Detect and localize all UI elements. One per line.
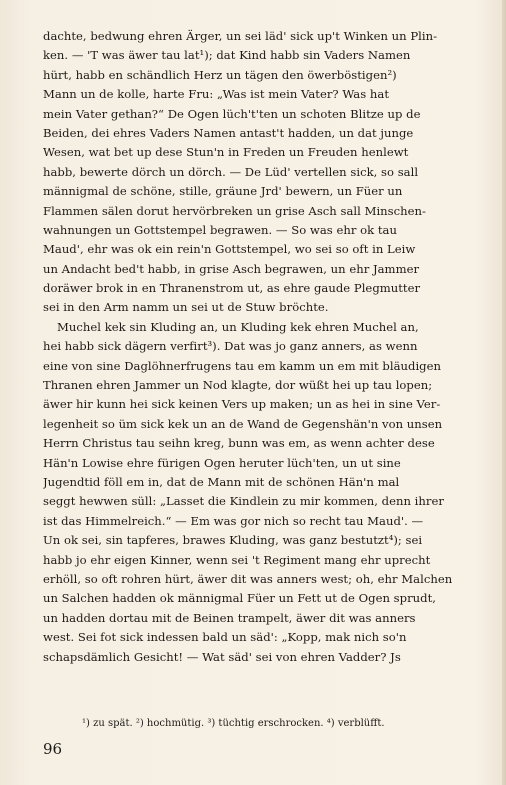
- text-line: west. Sei fot sick indessen bald un säd': „Kopp, mak nich so'n: [43, 630, 407, 645]
- text-line: sei in den Arm namm un sei ut de Stuw bröchte.: [43, 300, 329, 315]
- text-line: ist das Himmelreich.“ — Em was gor nich so recht tau Maud'. —: [43, 513, 424, 528]
- body-text: [43, 27, 493, 667]
- text-line: männigmal de schöne, stille, gräune Jrd' bewern, un Füer un: [43, 184, 403, 199]
- text-line: eine von sine Daglöhnerfrugens tau em kamm un em mit bläudigen: [43, 358, 441, 373]
- text-line: un hadden dortau mit de Beinen trampelt, äwer dit was anners: [43, 610, 416, 625]
- text-line: ken. — 'T was äwer tau lat¹); dat Kind habb sin Vaders Namen: [43, 48, 411, 63]
- text-line: wahnungen un Gottstempel begrawen. — So was ehr ok tau: [43, 222, 397, 237]
- text-line: legenheit so üm sick kek un an de Wand de Gegenshän'n von unsen: [43, 416, 443, 431]
- text-line: Hän'n Lowise ehre fürigen Ogen heruter lüch'ten, un ut sine: [43, 455, 401, 470]
- text-line: Flammen sälen dorut hervörbreken un grise Asch sall Minschen-: [43, 203, 426, 218]
- text-line: Beiden, dei ehres Vaders Namen antast't hadden, un dat junge: [43, 125, 414, 140]
- text-line: Mann un de kolle, harte Fru: „Was ist mein Vater? Was hat: [43, 87, 389, 102]
- text-line: un Salchen hadden ok männigmal Füer un Fett ut de Ogen sprudt,: [43, 591, 436, 606]
- text-line: hürt, habb en schändlich Herz un tägen den öwerböstigen²): [43, 67, 397, 82]
- text-line: habb, bewerte dörch un dörch. — De Lüd' vertellen sick, so sall: [43, 164, 419, 179]
- text-line: schapsdämlich Gesicht! — Wat säd' sei von ehren Vadder? Js: [43, 649, 401, 664]
- text-line: un Andacht bed't habb, in grise Asch begrawen, un ehr Jammer: [43, 261, 420, 276]
- text-line: erhöll, so oft rohren hürt, äwer dit was anners west; oh, ehr Malchen: [43, 571, 453, 586]
- text-line: Wesen, wat bet up dese Stun'n in Freden un Freuden henlewt: [43, 145, 409, 160]
- page-number: 96: [43, 740, 63, 758]
- text-line: mein Vater gethan?“ De Ogen lüch't'ten un schoten Blitze up de: [43, 106, 421, 121]
- text-line: habb jo ehr eigen Kinner, wenn sei 't Regiment mang ehr uprecht: [43, 552, 431, 567]
- text-line: Herrn Christus tau seihn kreg, bunn was em, as wenn achter dese: [43, 436, 435, 451]
- page-edge: [502, 0, 506, 785]
- text-line: doräwer brok in en Thranenstrom ut, as ehre gaude Plegmutter: [43, 281, 421, 296]
- text-line: hei habb sick dägern verfirt³). Dat was jo ganz anners, as wenn: [43, 339, 418, 354]
- text-line: Thranen ehren Jammer un Nod klagte, dor wüßt hei up tau lopen;: [43, 378, 433, 393]
- text-line: äwer hir kunn hei sick keinen Vers up maken; un as hei in sine Ver-: [43, 397, 441, 412]
- text-line: Maud', ehr was ok ein rein'n Gottstempel, wo sei so oft in Leiw: [43, 242, 416, 257]
- text-line: Jugendtid föll em in, dat de Mann mit de schönen Hän'n mal: [43, 474, 400, 489]
- paragraph-start-line: Muchel kek sin Kluding an, un Kluding kek ehren Muchel an,: [57, 319, 419, 334]
- text-line: seggt hewwen süll: „Lasset die Kindlein zu mir kommen, denn ihrer: [43, 494, 444, 509]
- text-line: Un ok sei, sin tapferes, brawes Kluding, was ganz bestutzt⁴); sei: [43, 533, 423, 548]
- footnotes: ¹) zu spät. ²) hochmütig. ³) tüchtig erschrocken. ⁴) verblüfft.: [82, 718, 385, 729]
- text-line: dachte, bedwung ehren Ärger, un sei läd' sick up't Winken un Plin-: [43, 29, 438, 43]
